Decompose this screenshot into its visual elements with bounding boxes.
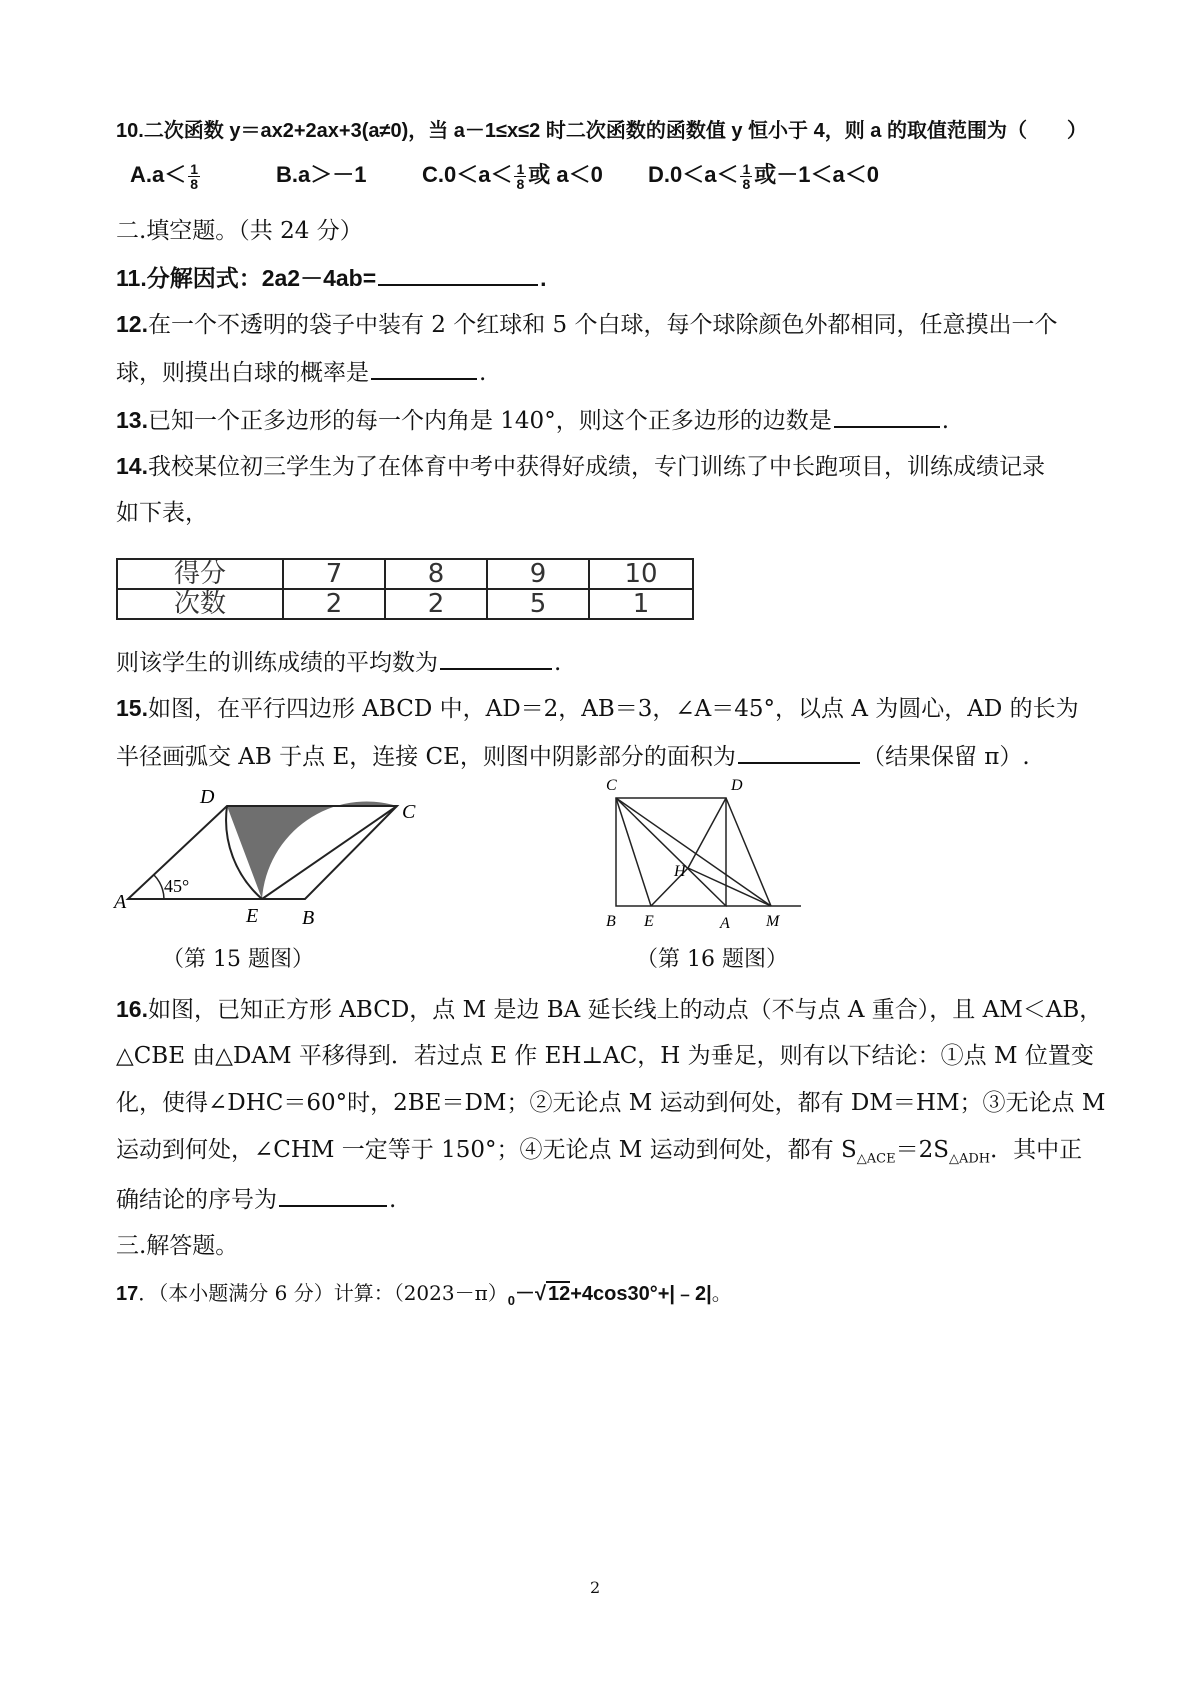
q10-option-a xyxy=(130,160,202,191)
answer-blank[interactable] xyxy=(371,356,477,380)
option-c-tail: 或 a＜0 xyxy=(528,162,603,187)
q16-text-5: 确结论的序号为 xyxy=(116,1187,277,1213)
label-m: M xyxy=(766,913,780,930)
table-row xyxy=(117,589,693,619)
sqrt-icon: √ xyxy=(534,1283,546,1305)
section-fill-in-heading: 二.填空题。（共 24 分） xyxy=(116,218,363,244)
q10-stem xyxy=(116,116,1087,146)
q17-text-c: +4cos30°+ xyxy=(570,1283,670,1305)
q10-option-d xyxy=(648,160,879,191)
label-e: E xyxy=(644,913,654,930)
abs-bar-icon: | xyxy=(669,1283,676,1305)
table-cell: 8 xyxy=(385,559,487,589)
shaded-region xyxy=(227,802,397,899)
q16-line3: 化，使得∠DHC＝60°时，2BE＝DM；②无论点 M 运动到何处，都有 DM＝HM；③无论点 M xyxy=(116,1090,1106,1116)
label-a: A xyxy=(114,891,127,913)
frac-den: 8 xyxy=(190,175,199,192)
q16-text: 如图，已知正方形 ABCD，点 M 是边 BA 延长线上的动点（不与点 A 重合），且 AM＜AB， xyxy=(147,997,1103,1023)
q11-end: . xyxy=(540,265,547,291)
answer-blank[interactable] xyxy=(378,262,538,286)
q12-text-2: 球，则摸出白球的概率是 xyxy=(116,360,369,386)
q10-number: 10. xyxy=(116,120,144,142)
q16-end: . xyxy=(389,1187,397,1213)
answer-blank[interactable] xyxy=(440,646,552,670)
table-cell: 2 xyxy=(385,589,487,619)
exponent-zero: 0 xyxy=(507,1293,515,1308)
q16-number: 16. xyxy=(116,996,148,1022)
q17-end: 。 xyxy=(711,1281,732,1305)
label-a: A xyxy=(720,915,730,932)
table-cell: 10 xyxy=(589,559,693,589)
label-h: H xyxy=(674,863,686,880)
q15-line1 xyxy=(116,693,1079,724)
q16-line1 xyxy=(116,994,1102,1025)
page-number: 2 xyxy=(590,1578,601,1597)
q13-text: 已知一个正多边形的每一个内角是 140°，则这个正多边形的边数是 xyxy=(147,408,832,434)
square-figure xyxy=(596,776,816,936)
q15-text: 如图，在平行四边形 ABCD 中，AD＝2，AB＝3，∠A＝45°，以点 A 为圆心，AD 的长为 xyxy=(147,696,1079,722)
q10-option-b: B.a＞－1 xyxy=(276,162,367,187)
q17-minus: － xyxy=(514,1283,535,1305)
q14-after xyxy=(116,646,561,678)
q12-text: 在一个不透明的袋子中装有 2 个红球和 5 个白球，每个球除颜色外都相同，任意摸出一个 xyxy=(147,312,1058,338)
label-c: C xyxy=(606,777,617,794)
q16-text-4b: ＝2S xyxy=(895,1137,949,1163)
label-e: E xyxy=(246,905,259,927)
frac-num: 1 xyxy=(742,160,751,177)
q10-text: 二次函数 y＝ax2+2ax+3(a≠0)，当 a－1≤x≤2 时二次函数的函数值 y 恒小于 4，则 a 的取值范围为（ ） xyxy=(143,120,1087,142)
label-b: B xyxy=(606,913,616,930)
q13 xyxy=(116,404,949,436)
label-d: D xyxy=(731,777,743,794)
label-b: B xyxy=(302,907,315,929)
section-answer-heading: 三.解答题。 xyxy=(116,1233,239,1259)
answer-blank[interactable] xyxy=(279,1183,387,1207)
q12-line1 xyxy=(116,309,1058,340)
table-cell: 1 xyxy=(589,589,693,619)
table-row-label: 得分 xyxy=(117,559,283,589)
abs-bar-icon: | xyxy=(706,1283,712,1305)
q14-after-text: 则该学生的训练成绩的平均数为 xyxy=(116,650,438,676)
sqrt-radicand: 12 xyxy=(547,1283,571,1305)
parallelogram-figure xyxy=(112,786,432,936)
q15-line2 xyxy=(116,740,1030,772)
q13-end: . xyxy=(941,408,950,434)
figure-16-caption: （第 16 题图） xyxy=(636,947,788,972)
table-cell: 9 xyxy=(487,559,589,589)
q12-number: 12. xyxy=(116,311,148,337)
fraction xyxy=(188,162,200,191)
score-table xyxy=(116,558,694,620)
q14-text: 我校某位初三学生为了在体育中考中获得好成绩，专门训练了中长跑项目，训练成绩记录 xyxy=(147,454,1045,480)
q14-line2: 如下表， xyxy=(116,500,208,526)
table-cell: 2 xyxy=(283,589,385,619)
frac-num: 1 xyxy=(516,160,525,177)
table-cell: 7 xyxy=(283,559,385,589)
option-d-text: D.0＜a＜ xyxy=(648,162,739,187)
label-d: D xyxy=(200,786,215,808)
angle-arc xyxy=(154,875,164,899)
q12-end: . xyxy=(479,360,487,386)
q13-number: 13. xyxy=(116,407,148,433)
q16-text-4a: 运动到何处，∠CHM 一定等于 150°；④无论点 M 运动到何处，都有 S xyxy=(116,1137,857,1163)
subscript-ace: △ACE xyxy=(856,1151,896,1167)
q16-line2: △CBE 由△DAM 平移得到．若过点 E 作 EH⊥AC，H 为垂足，则有以下结论：①点 M 位置变 xyxy=(116,1043,1094,1069)
q17 xyxy=(116,1278,732,1309)
segment-hm xyxy=(688,868,771,906)
q15-number: 15. xyxy=(116,695,148,721)
q16-text-4c: ．其中正 xyxy=(990,1137,1083,1163)
q14-end: . xyxy=(554,650,562,676)
q11 xyxy=(116,262,547,294)
answer-blank[interactable] xyxy=(738,740,860,764)
q10-option-c xyxy=(422,160,603,191)
frac-num: 1 xyxy=(190,160,199,177)
q16-line4 xyxy=(116,1135,1082,1165)
q12-line2 xyxy=(116,356,486,388)
q11-text: 分解因式：2a2－4ab= xyxy=(146,265,377,291)
diagonal-ca xyxy=(616,798,726,906)
table-row-label: 次数 xyxy=(117,589,283,619)
label-c: C xyxy=(402,801,416,823)
q15-text-2: 半径画弧交 AB 于点 E，连接 CE，则图中阴影部分的面积为 xyxy=(116,744,736,770)
option-a-text: A.a＜ xyxy=(130,162,187,187)
subscript-adh: △ADH xyxy=(948,1151,991,1167)
label-angle: 45° xyxy=(164,876,190,896)
figure-15-caption: （第 15 题图） xyxy=(162,947,314,972)
table-cell: 5 xyxy=(487,589,589,619)
q15-text-end: （结果保留 π）. xyxy=(861,744,1030,770)
q11-number: 11. xyxy=(116,265,147,291)
option-d-tail: 或－1＜a＜0 xyxy=(754,162,879,187)
fraction xyxy=(514,162,526,191)
q17-text: ．（本小题满分 6 分）计算：（2023－π） xyxy=(138,1281,508,1305)
table-row xyxy=(117,559,693,589)
option-c-text: C.0＜a＜ xyxy=(422,162,513,187)
abs-value: ﹣2 xyxy=(675,1283,707,1305)
q14-number: 14. xyxy=(116,453,148,479)
answer-blank[interactable] xyxy=(834,404,940,428)
frac-den: 8 xyxy=(742,175,751,192)
q14-line1 xyxy=(116,451,1045,482)
fraction xyxy=(740,162,752,191)
segment-hd xyxy=(688,798,726,868)
frac-den: 8 xyxy=(516,175,525,192)
q17-number: 17 xyxy=(116,1283,139,1305)
q16-line5 xyxy=(116,1183,396,1215)
